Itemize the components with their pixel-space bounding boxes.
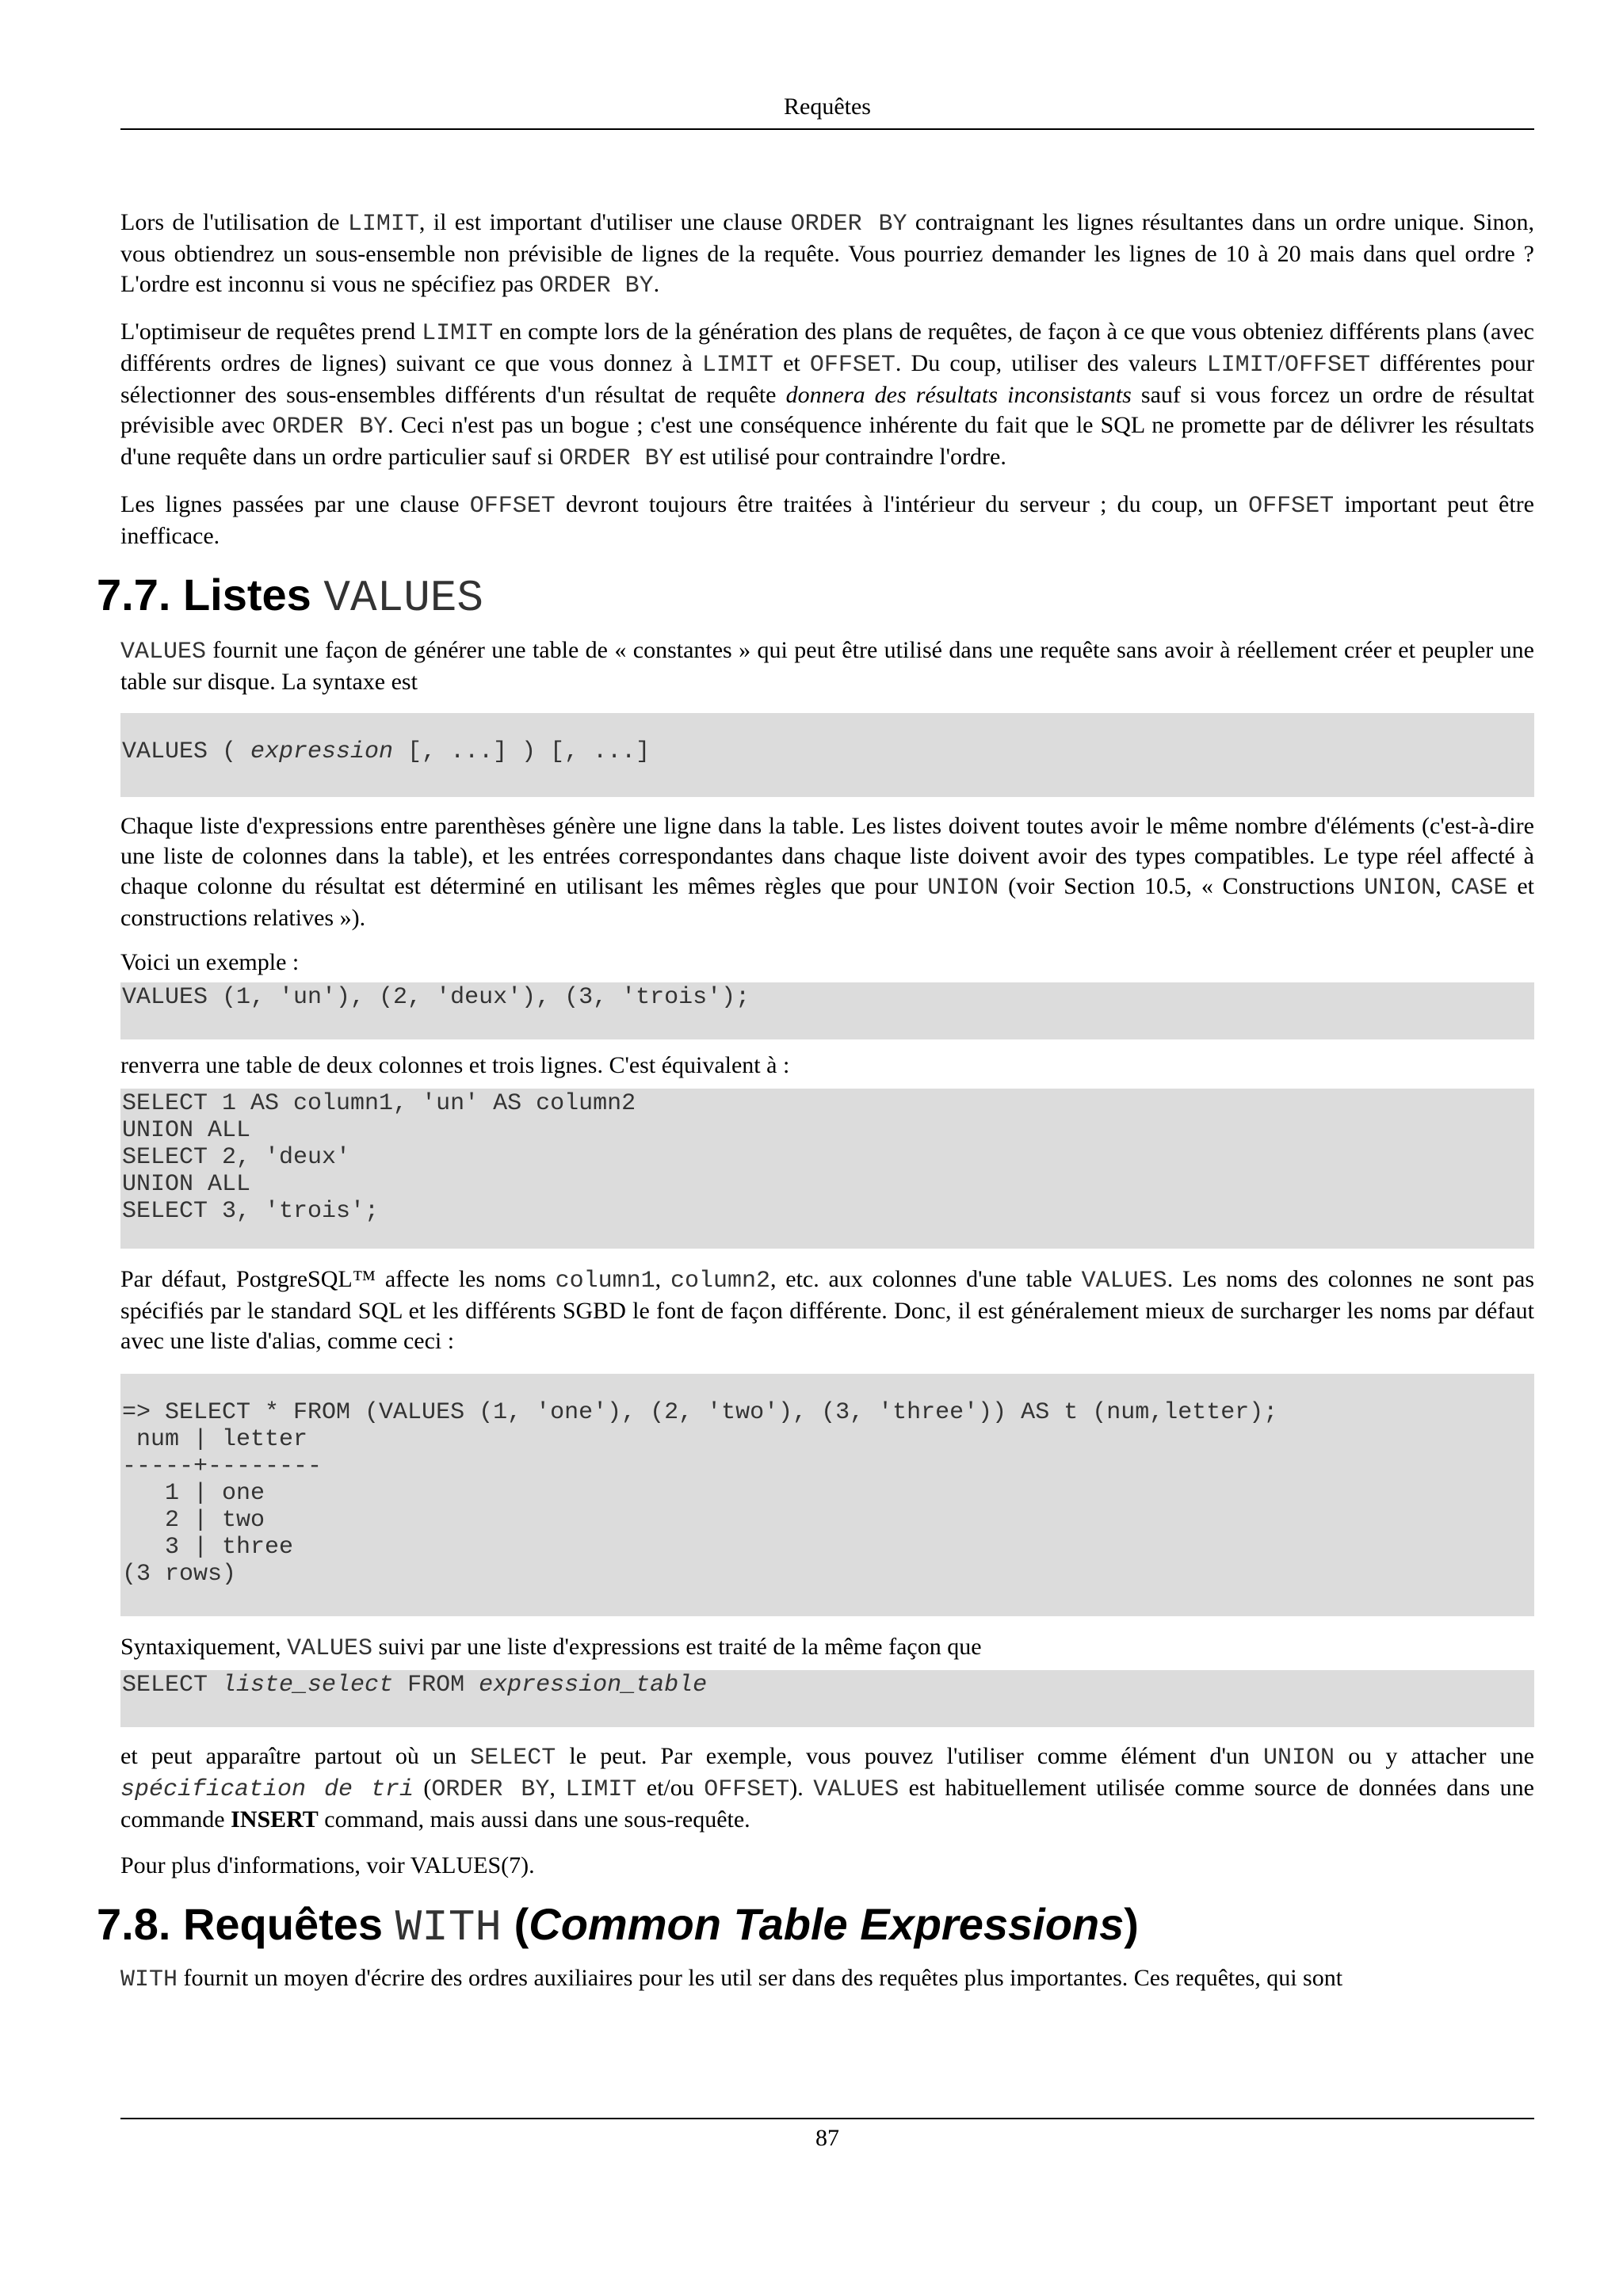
code-inline-italic: spécification de tri <box>120 1776 414 1803</box>
code-inline: WITH <box>120 1966 178 1993</box>
code-inline: ORDER BY <box>559 445 674 472</box>
paragraph-expression-lists: Chaque liste d'expressions entre parenthèses génère une ligne dans la table. Les listes doivent toutes avoir le même nombre d'éléments (c'est-à-dire une liste de colonnes dans la table), et les entrées correspondantes dans chaque liste doivent avoir des types compatibles. Le type réel affecté à chaque colonne du résultat est déterminé en utilisant les mêmes règles que pour UNION (voir Section 10.5, « Constructions UNION, CASE et constructions relatives »). <box>120 813 1534 931</box>
paragraph-usage: et peut apparaître partout où un SELECT le peut. Par exemple, vous pouvez l'utiliser comme élément d'un UNION ou y attacher une spécification de tri (ORDER BY, LIMIT et/ou OFFSET). VALUES est habituellement utilisée comme source de données dans une commande INSERT command, mais aussi dans une sous-requête. <box>120 1743 1534 1833</box>
code-inline: OFFSET <box>809 352 896 379</box>
page-content <box>97 208 1534 1995</box>
code-inline: ORDER BY <box>431 1776 550 1803</box>
paragraph-values-intro: VALUES fournit une façon de générer une table de « constantes » qui peut être utilisé dans une requête sans avoir à réellement créer et peupler une table sur disque. La syntaxe est <box>120 637 1534 695</box>
code-inline: OFFSET <box>1248 493 1335 520</box>
code-inline: UNION <box>1364 875 1436 902</box>
section-heading-7-7: 7.7. Listes VALUES <box>97 570 484 624</box>
code-inline: OFFSET <box>704 1776 790 1803</box>
code-block-values-syntax: VALUES ( expression [, ...] ) [, ...] <box>120 713 1534 797</box>
code-inline: VALUES <box>813 1776 899 1803</box>
section-heading-7-8: 7.8. Requêtes WITH (Common Table Expressions) <box>97 1899 1139 1953</box>
code-inline: column2 <box>670 1268 770 1295</box>
header-rule <box>120 128 1534 130</box>
paragraph-offset: Les lignes passées par une clause OFFSET devront toujours être traitées à l'intérieur du serveur ; du coup, un OFFSET important peut être inefficace. <box>120 491 1534 549</box>
paragraph-more-info: Pour plus d'informations, voir VALUES(7). <box>120 1852 535 1878</box>
code-inline: column1 <box>555 1268 655 1295</box>
footer-rule <box>120 2118 1534 2119</box>
paragraph-with-intro: WITH fournit un moyen d'écrire des ordres auxiliaires pour les util ser dans des requêtes plus importantes. Ces requêtes, qui sont <box>120 1965 1343 1993</box>
running-header: Requêtes <box>784 93 871 120</box>
bold-term: INSERT <box>231 1806 319 1833</box>
paragraph-default-names: Par défaut, PostgreSQL™ affecte les noms column1, column2, etc. aux colonnes d'une table VALUES. Les noms des colonnes ne sont pas spécifiés par le standard SQL et les différents SGBD le font de façon différente. Donc, il est généralement mieux de surcharger les noms par défaut avec une liste d'alias, comme ceci : <box>120 1266 1534 1354</box>
code-inline: CASE <box>1450 875 1508 902</box>
code-inline: ORDER BY <box>272 414 388 441</box>
code-block-union-equivalent: SELECT 1 AS column1, 'un' AS column2 UNION ALL SELECT 2, 'deux' UNION ALL SELECT 3, 'trois'; <box>120 1089 1534 1249</box>
code-inline: ORDER BY <box>539 273 654 299</box>
code-inline: VALUES <box>1081 1268 1167 1295</box>
code-inline: LIMIT <box>1206 352 1278 379</box>
code-inline: UNION <box>1263 1745 1335 1772</box>
code-inline: LIMIT <box>701 352 773 379</box>
code-inline: ORDER BY <box>790 211 907 238</box>
page-number: 87 <box>815 2125 839 2151</box>
code-inline: VALUES <box>120 639 207 666</box>
code-block-values-example: VALUES (1, 'un'), (2, 'deux'), (3, 'trois'); <box>120 982 1534 1039</box>
code-block-alias-example: => SELECT * FROM (VALUES (1, 'one'), (2, 'two'), (3, 'three')) AS t (num,letter); num | letter -----+-------- 1 | one 2 | two 3 | three (3 rows) <box>120 1374 1534 1616</box>
paragraph-example-label: Voici un exemple : <box>120 949 300 975</box>
code-inline: OFFSET <box>1284 352 1371 379</box>
code-inline: LIMIT <box>347 211 419 238</box>
code-block-select-form: SELECT liste_select FROM expression_table <box>120 1670 1534 1727</box>
code-inline: OFFSET <box>469 493 556 520</box>
code-inline: VALUES <box>286 1635 373 1662</box>
paragraph-equivalent: renverra une table de deux colonnes et trois lignes. C'est équivalent à : <box>120 1052 790 1078</box>
emphasis: donnera des résultats inconsistants <box>785 382 1132 408</box>
code-inline: LIMIT <box>422 320 494 347</box>
paragraph-limit-order-by: Lors de l'utilisation de LIMIT, il est important d'utiliser une clause ORDER BY contraignant les lignes résultantes dans un ordre unique. Sinon, vous obtiendrez un sous-ensemble non prévisible de lignes de la requête. Vous pourriez demander les lignes de 10 à 20 mais dans quel ordre ? L'ordre est inconnu si vous ne spécifiez pas ORDER BY. <box>120 209 1534 299</box>
code-inline: UNION <box>927 875 999 902</box>
paragraph-optimizer: L'optimiseur de requêtes prend LIMIT en compte lors de la génération des plans de requêtes, de façon à ce que vous obteniez différents plans (avec différents ordres de lignes) suivant ce que vous donnez à LIMIT et OFFSET. Du coup, utiliser des valeurs LIMIT/OFFSET différentes pour sélectionner des sous-ensembles différents d'un résultat de requête donnera des résultats inconsistants sauf si vous forcez un ordre de résultat prévisible avec ORDER BY. Ceci n'est pas un bogue ; c'est une conséquence inhérente du fait que le SQL ne promette par de délivrer les résultats d'une requête dans un ordre particulier sauf si ORDER BY est utilisé pour contraindre l'ordre. <box>120 318 1534 472</box>
paragraph-syntactically: Syntaxiquement, VALUES suivi par une liste d'expressions est traité de la même façon que <box>120 1634 982 1662</box>
code-inline: LIMIT <box>565 1776 637 1803</box>
code-inline: SELECT <box>470 1745 556 1772</box>
